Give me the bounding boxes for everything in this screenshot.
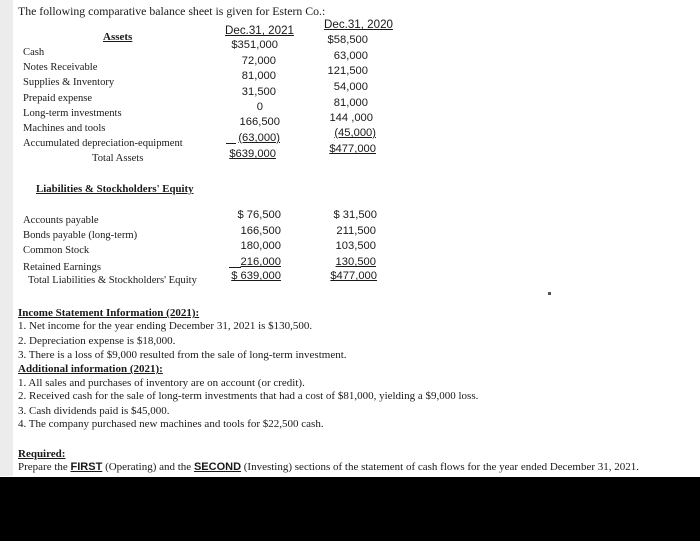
liability-value-2021: 166,500 bbox=[240, 225, 281, 237]
liability-value-2021: $ 76,500 bbox=[237, 209, 281, 221]
required-text: (Investing) sections of the statement of cash flows for the year ended December 31, 2021. bbox=[241, 461, 640, 473]
required-text: Prepare the bbox=[18, 461, 71, 473]
additional-info-heading: Additional information (2021): bbox=[18, 363, 163, 375]
second-keyword: SECOND bbox=[193, 461, 242, 473]
asset-value-2020: 121,500 bbox=[327, 65, 368, 77]
asset-label: Accumulated depreciation-equipment bbox=[23, 138, 183, 149]
asset-label: Notes Receivable bbox=[23, 62, 98, 73]
asset-value-2021: 31,500 bbox=[241, 86, 276, 98]
asset-label: Machines and tools bbox=[23, 123, 106, 134]
asset-value-2020: 54,000 bbox=[333, 81, 368, 93]
asset-value-2020: 63,000 bbox=[333, 50, 368, 62]
additional-item: 2. Received cash for the sale of long-term investments that had a cost of $81,000, yielding a $9,000 loss. bbox=[18, 390, 479, 402]
asset-value-2021: $351,000 bbox=[231, 39, 278, 51]
liability-label: Common Stock bbox=[23, 245, 90, 256]
income-item: 1. Net income for the year ending December 31, 2021 is $130,500. bbox=[18, 320, 313, 332]
asset-value-2020: 144 ,000 bbox=[329, 112, 373, 124]
asset-label: Cash bbox=[23, 47, 45, 58]
intro-text: The following comparative balance sheet is given for Estern Co.: bbox=[18, 4, 326, 18]
income-item: 3. There is a loss of $9,000 resulted from the sale of long-term investment. bbox=[18, 349, 347, 361]
asset-value-2021: 81,000 bbox=[241, 70, 276, 82]
liability-value-2020: 103,500 bbox=[335, 240, 376, 252]
required-heading: Required: bbox=[18, 448, 66, 460]
asset-value-2021: 0 bbox=[256, 101, 263, 113]
total-assets-2021: $639,000 bbox=[229, 148, 276, 160]
assets-heading: Assets bbox=[103, 31, 133, 43]
income-statement-heading: Income Statement Information (2021): bbox=[18, 307, 200, 319]
asset-value-2021: 166,500 bbox=[239, 116, 280, 128]
liabilities-heading: Liabilities & Stockholders' Equity bbox=[36, 183, 194, 195]
total-assets-label: Total Assets bbox=[92, 153, 144, 164]
asset-value-2020: $58,500 bbox=[327, 34, 368, 46]
total-liabilities-label: Total Liabilities & Stockholders' Equity bbox=[28, 275, 197, 286]
asset-value-2021: (63,000) bbox=[238, 132, 280, 144]
left-margin-strip bbox=[0, 0, 13, 476]
income-item: 2. Depreciation expense is $18,000. bbox=[18, 335, 176, 347]
asset-value-2020: 81,000 bbox=[333, 97, 368, 109]
liability-value-2021: 216,000 bbox=[240, 256, 281, 268]
liability-value-2020: $ 31,500 bbox=[333, 209, 377, 221]
scan-mark bbox=[548, 292, 551, 295]
liability-label: Retained Earnings bbox=[23, 262, 101, 273]
liability-label: Bonds payable (long-term) bbox=[23, 230, 138, 241]
asset-value-2021: 72,000 bbox=[241, 55, 276, 67]
total-liabilities-2021: $ 639,000 bbox=[231, 270, 281, 282]
required-text: (Operating) and the bbox=[102, 461, 194, 473]
underline-rule bbox=[226, 143, 236, 144]
liability-value-2020: 211,500 bbox=[336, 225, 376, 237]
total-liabilities-2020: $477,000 bbox=[330, 270, 377, 282]
bottom-dark-band bbox=[0, 477, 700, 541]
underline-rule bbox=[229, 267, 241, 268]
liability-value-2020: 130,500 bbox=[335, 256, 376, 268]
asset-value-2020: (45,000) bbox=[334, 127, 376, 139]
asset-label: Long-term investments bbox=[23, 108, 122, 119]
additional-item: 1. All sales and purchases of inventory are on account (or credit). bbox=[18, 377, 305, 389]
additional-item: 3. Cash dividends paid is $45,000. bbox=[18, 405, 170, 417]
required-instruction bbox=[18, 461, 639, 473]
liability-value-2021: 180,000 bbox=[240, 240, 281, 252]
liability-label: Accounts payable bbox=[23, 215, 99, 226]
asset-label: Supplies & Inventory bbox=[23, 77, 115, 88]
asset-label: Prepaid expense bbox=[23, 93, 93, 104]
first-keyword: FIRST bbox=[70, 461, 103, 473]
total-assets-2020: $477,000 bbox=[329, 143, 376, 155]
additional-item: 4. The company purchased new machines and tools for $22,500 cash. bbox=[18, 418, 324, 430]
column-header-2020: Dec.31, 2020 bbox=[324, 18, 393, 31]
column-header-2021: Dec.31, 2021 bbox=[225, 24, 294, 37]
